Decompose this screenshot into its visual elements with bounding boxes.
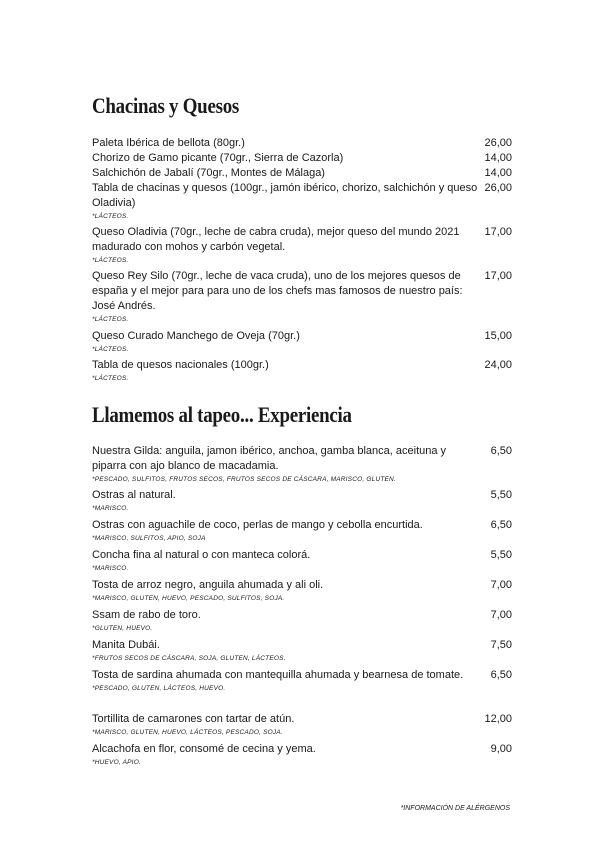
item-price: 7,00 (490, 579, 512, 591)
menu-item (92, 269, 512, 323)
allergen-info-footer: *INFORMACIÓN DE ALÉRGENOS (400, 805, 510, 812)
menu-item (92, 358, 512, 382)
menu-item (92, 668, 512, 692)
menu-item (92, 151, 512, 166)
item-price: 14,00 (484, 167, 512, 179)
item-price: 26,00 (484, 182, 512, 194)
item-name: Queso Rey Silo (70gr., leche de vaca cruda), uno de los mejores quesos de españa y el mejor para para uno de los chefs mas famosos de nuestro país: José Andrés. (92, 270, 463, 312)
allergen-note: *FRUTOS SECOS DE CÁSCARA, SOJA, GLUTEN, LÁCTEOS. (92, 655, 286, 662)
item-name: Tabla de quesos nacionales (100gr.) (92, 359, 269, 371)
menu-item (92, 488, 512, 512)
item-name: Nuestra Gilda: anguila, jamon ibérico, anchoa, gamba blanca, aceituna y piparra con ajo blanco de macadamia. (92, 445, 447, 472)
item-name: Tosta de arroz negro, anguila ahumada y ali oli. (92, 579, 324, 591)
allergen-note: *GLUTEN, HUEVO. (92, 625, 153, 632)
menu-item (92, 712, 512, 736)
menu-item (92, 181, 512, 220)
item-name: Tosta de sardina ahumada con mantequilla ahumada y bearnesa de tomate. (92, 669, 464, 681)
allergen-note: *PESCADO, GLUTEN, LÁCTEOS, HUEVO. (92, 685, 226, 692)
section-title-tapeo: Llamemos al tapeo... Experiencia (92, 402, 352, 427)
item-name: Manita Dubái. (92, 639, 160, 651)
menu-item (92, 225, 512, 264)
menu-item (92, 518, 512, 542)
item-name: Paleta Ibérica de bellota (80gr.) (92, 137, 245, 149)
item-price: 17,00 (484, 270, 512, 282)
section-title-chacinas: Chacinas y Quesos (92, 93, 240, 118)
menu-item (92, 444, 512, 483)
item-name: Ssam de rabo de toro. (92, 609, 201, 621)
item-price: 15,00 (484, 330, 512, 342)
menu-item (92, 742, 512, 766)
item-name: Salchichón de Jabalí (70gr., Montes de Málaga) (92, 167, 325, 179)
item-price: 6,50 (490, 519, 512, 531)
item-name: Alcachofa en flor, consomé de cecina y yema. (92, 743, 316, 755)
allergen-note: *MARISCO, GLUTEN, HUEVO, PESCADO, SULFITOS, SOJA. (92, 595, 285, 602)
item-name: Queso Oladivia (70gr., leche de cabra cruda), mejor queso del mundo 2021 madurado con mohos y carbón vegetal. (92, 226, 460, 253)
item-price: 24,00 (484, 359, 512, 371)
item-price: 14,00 (484, 152, 512, 164)
item-price: 6,50 (490, 445, 512, 457)
menu-item (92, 329, 512, 353)
allergen-note: *LÁCTEOS. (92, 346, 129, 353)
allergen-note: *LÁCTEOS. (92, 375, 129, 382)
item-name: Ostras con aguachile de coco, perlas de mango y cebolla encurtida. (92, 519, 423, 531)
item-price: 5,50 (490, 489, 512, 501)
allergen-note: *MARISCO, GLUTEN, HUEVO, LÁCTEOS, PESCADO, SOJA. (92, 729, 283, 736)
item-name: Chorizo de Gamo picante (70gr., Sierra de Cazorla) (92, 152, 344, 164)
allergen-note: *LÁCTEOS. (92, 257, 129, 264)
menu-item (92, 608, 512, 632)
item-price: 7,00 (490, 609, 512, 621)
item-name: Queso Curado Manchego de Oveja (70gr.) (92, 330, 300, 342)
allergen-note: *MARISCO. (92, 565, 129, 572)
item-price: 12,00 (484, 713, 512, 725)
menu-item (92, 548, 512, 572)
menu-item (92, 578, 512, 602)
menu-item (92, 638, 512, 662)
allergen-note: *LÁCTEOS. (92, 316, 129, 323)
allergen-note: *PESCADO, SULFITOS, FRUTOS SECOS, FRUTOS SECOS DE CÁSCARA, MARISCO, GLUTEN. (92, 476, 396, 483)
item-price: 9,00 (490, 743, 512, 755)
item-price: 26,00 (484, 137, 512, 149)
item-price: 5,50 (490, 549, 512, 561)
allergen-note: *MARISCO. (92, 505, 129, 512)
allergen-note: *LÁCTEOS. (92, 213, 129, 220)
menu-item (92, 166, 512, 181)
item-price: 17,00 (484, 226, 512, 238)
menu-item (92, 136, 512, 151)
item-name: Tortillita de camarones con tartar de atún. (92, 713, 295, 725)
item-name: Ostras al natural. (92, 489, 176, 501)
allergen-note: *HUEVO, APIO. (92, 759, 141, 766)
allergen-note: *MARISCO, SULFITOS, APIO, SOJA (92, 535, 206, 542)
item-price: 6,50 (490, 669, 512, 681)
item-price: 7,50 (490, 639, 512, 651)
item-name: Tabla de chacinas y quesos (100gr., jamón ibérico, chorizo, salchichón y queso Oladivia) (92, 182, 478, 209)
item-name: Concha fina al natural o con manteca colorá. (92, 549, 311, 561)
